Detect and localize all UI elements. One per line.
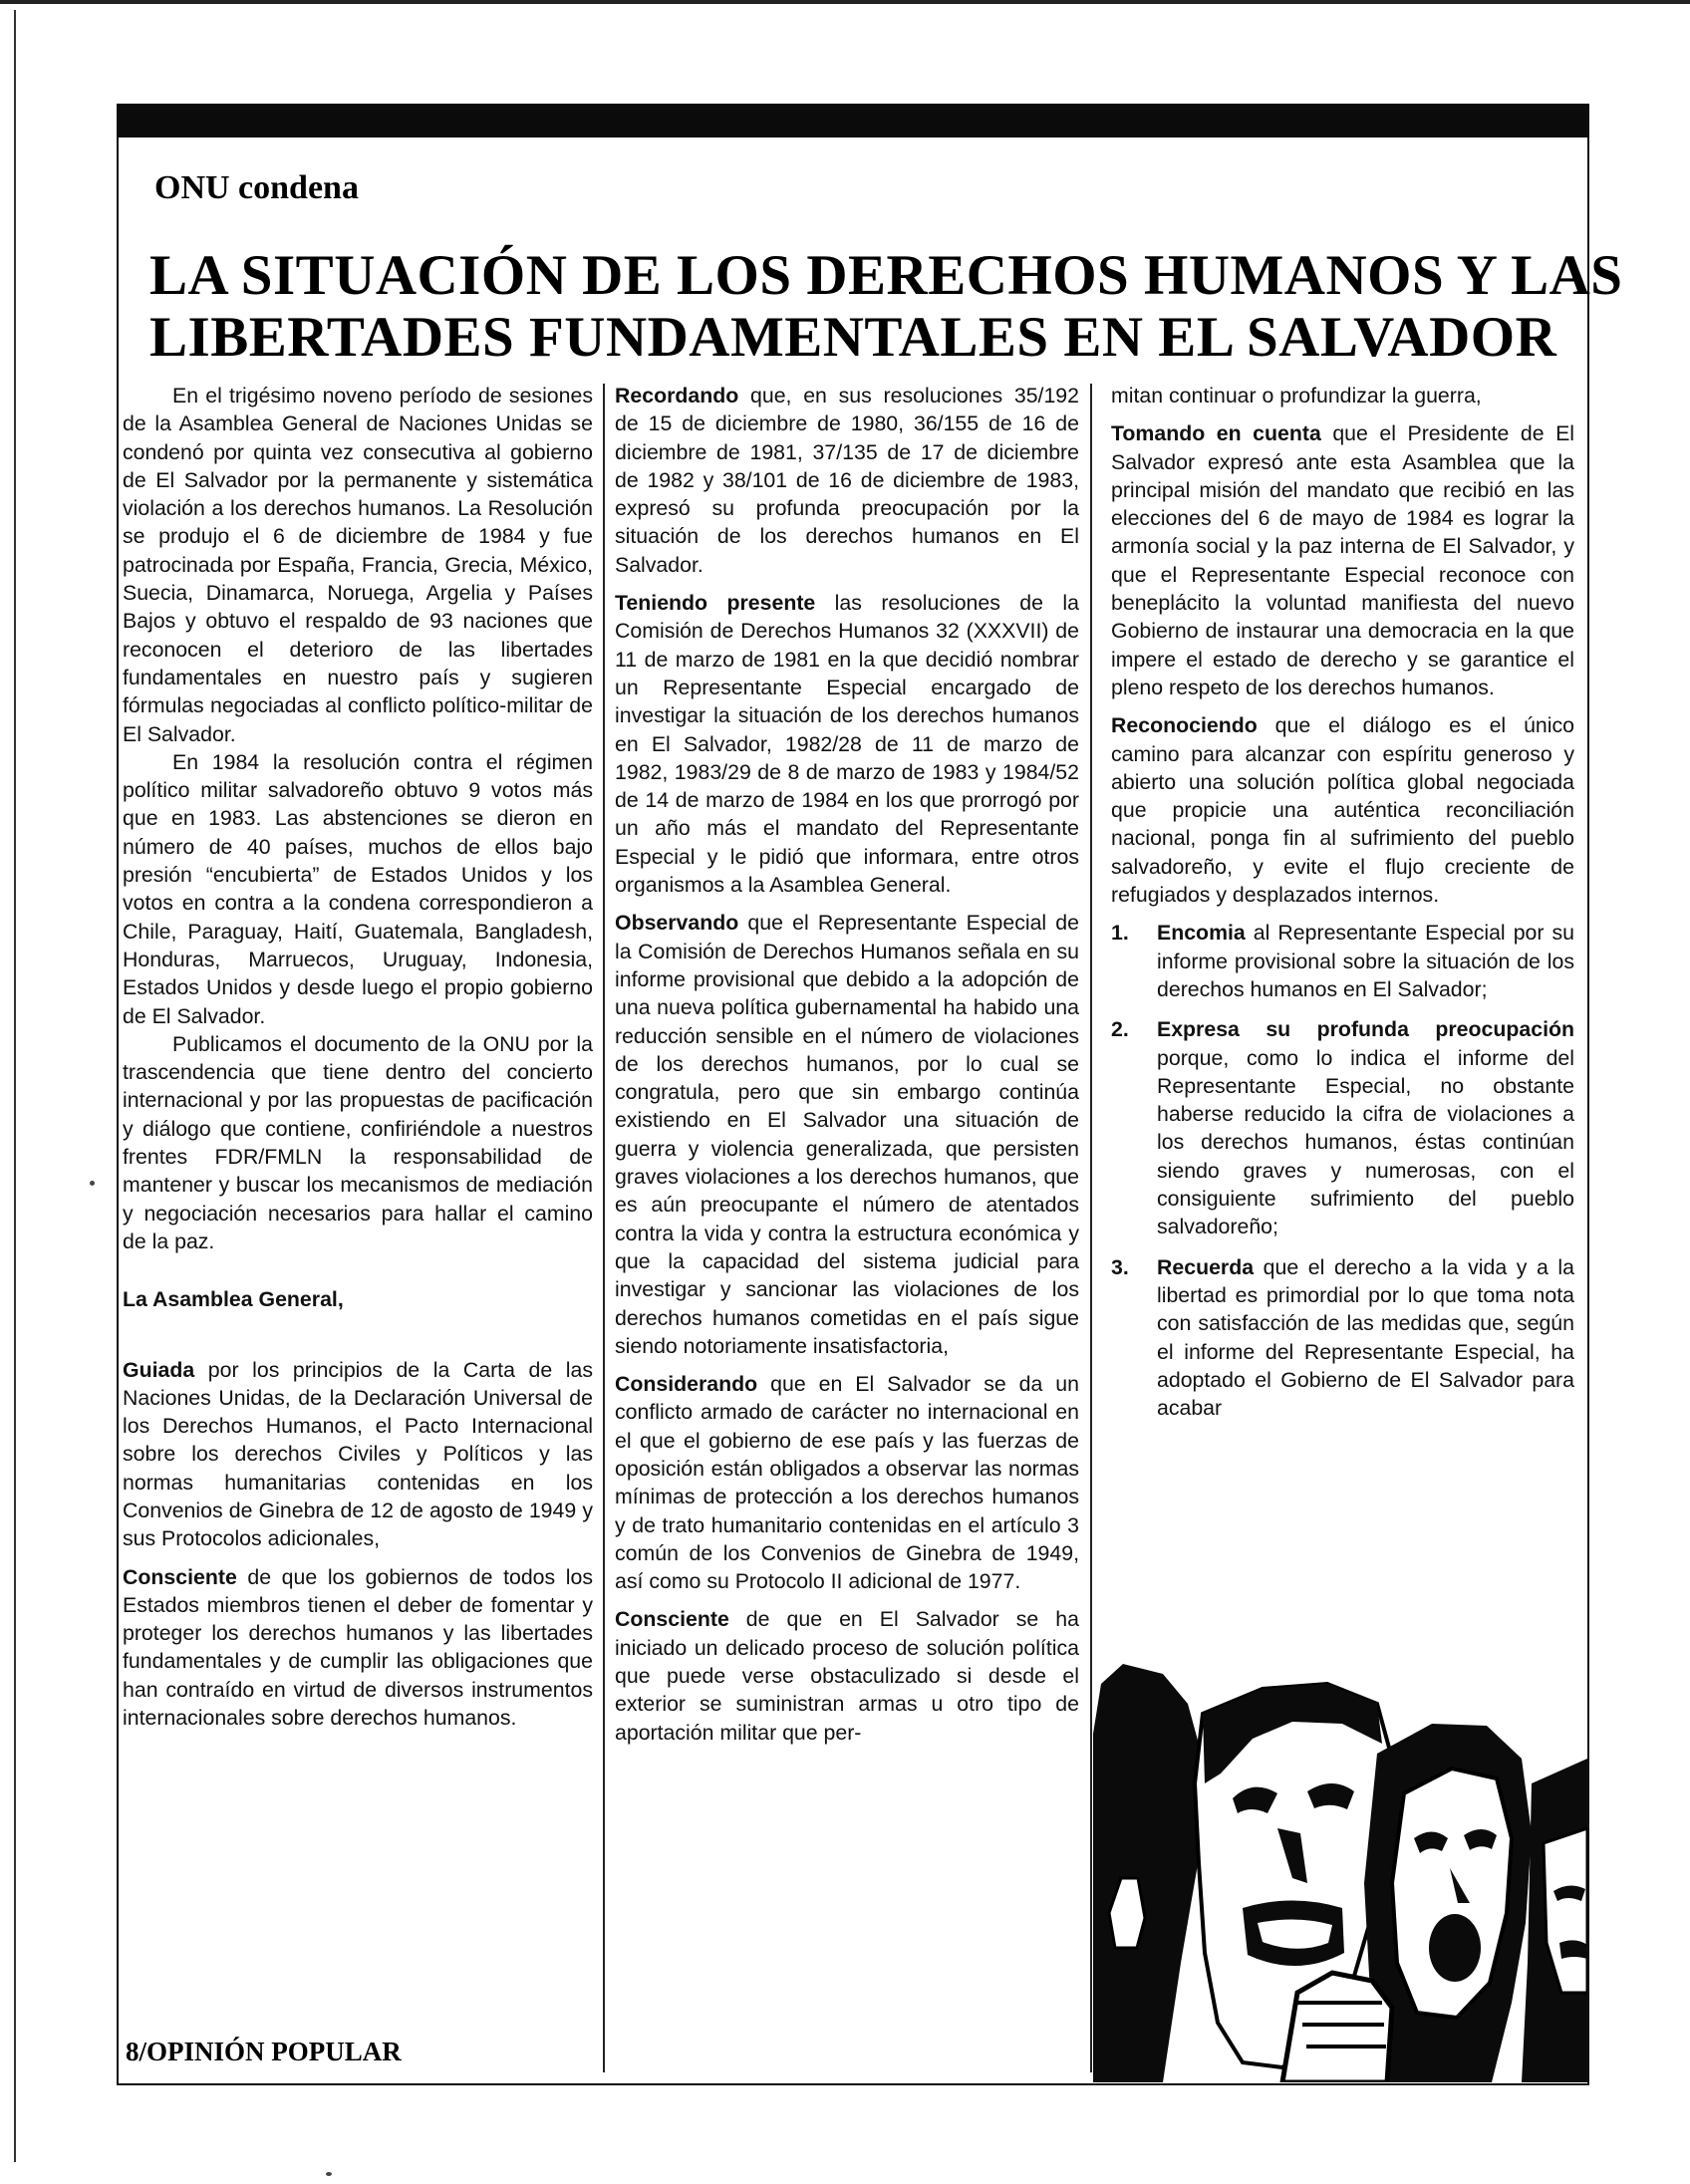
recordando-paragraph: Recordando que, en sus resoluciones 35/192 de 15 de diciembre de 1980, 36/155 de 16 de diciembre de 1981, 37/135 de 17 de diciembre de 1982 y 38/101 de 16 de diciembre de 1983, expresó su profunda preocupación por la situación de los derechos humanos en El Salvador. <box>615 384 1079 577</box>
consciente-2-paragraph: Consciente de que en El Salvador se ha iniciado un delicado proceso de solución política que puede verse obstaculizado si desde el exterior se suministran armas u otro tipo de aportación militar que per- <box>615 1607 1079 1745</box>
intro-paragraph-1: En el trigésimo noveno período de sesiones de la Asamblea General de Naciones Unidas se condenó por quinta vez consecutiva al gobierno de El Salvador por la permanente y sistemática violación a los derechos humanos. La Resolución se produjo el 6 de diciembre de 1984 y fue patrocinada por España, Francia, Grecia, México, Suecia, Dinamarca, Noruega, Argelia y Países Bajos y obtuvo el respaldo de 93 naciones que reconocen el deterioro de las libertades fundamentales en nuestro país y sugieren fórmulas negociadas al conflicto político-militar de El Salvador. <box>123 384 593 746</box>
teniendo-paragraph: Teniendo presente las resoluciones de la Comisión de Derechos Humanos 32 (XXXVII) de 11 de marzo de 1981 en la que decidió nombrar un Representante Especial encargado de investigar la situación de los derechos humanos en El Salvador, 1982/28 de 11 de marzo de 1982, 1983/29 de 8 de marzo de 1983 y 1984/52 de 14 de marzo de 1984 en los que prorrogó por un año más el mandato del Representante Especial y le pidió que informara, entre otros organismos a la Asamblea General. <box>615 591 1079 898</box>
page-footer-label: 8/OPINIÓN POPULAR <box>126 2037 402 2066</box>
guiada-paragraph: Guiada por los principios de la Carta de las Naciones Unidas, de la Declaración Universal de los Derechos Humanos, el Pacto Internacional sobre los derechos Civiles y Políticos y las normas humanitarias contenidas en los Convenios de Ginebra de 12 de agosto de 1949 y sus Protocolos adicionales, <box>123 1357 593 1551</box>
intro-paragraph-2: En 1984 la resolución contra el régimen político militar salvadoreño obtuvo 9 votos más que en 1983. Las abstenciones se dieron en número de 40 países, muchos de ellos bajo presión “encubierta” de Estados Unidos y los votos en contra a la condena correspondieron a Chile, Paraguay, Haití, Guatemala, Bangladesh, Honduras, Marruecos, Uruguay, Indonesia, Estados Unidos y desde luego el propio gobierno de El Salvador. <box>123 749 593 1028</box>
observando-paragraph: Observando que el Representante Especial de la Comisión de Derechos Humanos señala en su informe provisional que debido a la adopción de una nueva política gubernamental ha habido una reducción sensible en el número de violaciones de los derechos humanos, por lo cual se congratula, pero que sin embargo continúa existiendo en El Salvador una situación de guerra y violencia generalizada, que persisten graves violaciones a los derechos humanos, que es aún preocupante el número de atentados contra la vida y contra la estructura económica y que la capacidad del sistema judicial para investigar y sancionar las violaciones de los derechos humanos cometidas en el país sigue siendo notoriamente insatisfactoria, <box>615 911 1079 1358</box>
list-item: 3. Recuerda que el derecho a la vida y a la libertad es primordial por lo que toma nota con satisfacción de las medidas que, según el informe del Representante Especial, ha adoptado el Gobierno de El Salvador para acabar <box>1111 1254 1574 1421</box>
page-title <box>149 244 1623 369</box>
protest-illustration <box>1093 1664 1587 2082</box>
resolution-list <box>1111 919 1574 1422</box>
column-divider-2 <box>1090 384 1092 2072</box>
list-item: 2. Expresa su profunda preocupación porque, como lo indica el informe del Representante Especial, no obstante haberse reducido la cifra de violaciones a los derechos humanos, éstas continúan siendo graves y numerosas, con el consiguiente sufrimiento del pueblo salvadoreño; <box>1111 1017 1574 1239</box>
reconociendo-paragraph: Reconociendo que el diálogo es el único camino para alcanzar con espíritu generoso y abierto una solución política global negociada que propicie una auténtica reconciliación nacional, ponga fin al sufrimiento del pueblo salvadoreño, y evite el flujo creciente de refugiados y desplazados internos. <box>1111 713 1574 908</box>
column-1 <box>123 382 593 1742</box>
considerando-paragraph: Considerando que en El Salvador se da un conflicto armado de carácter no internacional en el que el gobierno de ese país y las fuerzas de oposición están obligados a observar las normas mínimas de protección a los derechos humanos y de trato humanitario contenidas en el artículo 3 común de los Convenios de Ginebra de 1949, así como su Protocolo II adicional de 1977. <box>615 1372 1079 1594</box>
intro-paragraph-3: Publicamos el documento de la ONU por la trascendencia que tiene dentro del concierto internacional y por las propuestas de pacificación y diálogo que contiene, confiriéndole a nuestros frentes FDR/FMLN la responsabilidad de mantener y buscar los mecanismos de mediación y negociación necesarios para hallar el camino de la paz. <box>123 1031 593 1253</box>
print-speck <box>326 2172 332 2176</box>
column-2 <box>615 382 1079 1757</box>
top-rule <box>0 0 1690 4</box>
column-divider-1 <box>603 384 605 2072</box>
tomando-paragraph: Tomando en cuenta que el Presidente de El Salvador expresó ante esta Asamblea que la principal misión del mandato que recibió en las elecciones del 6 de mayo de 1984 es lograr la armonía social y la paz interna de El Salvador, y que el Representante Especial reconoce con beneplácito la voluntad manifiesta del nuevo Gobierno de instaurar una democracia en la que impere el estado de derecho y se garantice el pleno respeto de los derechos humanos. <box>1111 421 1575 699</box>
left-margin-rule <box>14 10 16 2162</box>
continuation-text: mitan continuar o profundizar la guerra, <box>1111 384 1482 408</box>
kicker: ONU condena <box>154 169 359 206</box>
assembly-heading: La Asamblea General, <box>123 1287 344 1312</box>
headline-line-2: LIBERTADES FUNDAMENTALES EN EL SALVADOR <box>149 306 1557 369</box>
consciente-paragraph: Consciente de que los gobiernos de todos los Estados miembros tienen el deber de fomentar y proteger los derechos humanos y las libertades fundamentales y de cumplir las obligaciones que han contraído en virtud de diversos instrumentos internacionales sobre derechos humanos. <box>123 1564 593 1731</box>
list-item: 1. Encomia al Representante Especial por su informe provisional sobre la situación de los derechos humanos en El Salvador; <box>1111 921 1574 1001</box>
headline-line-1: LA SITUACIÓN DE LOS DERECHOS HUMANOS Y LAS <box>149 244 1623 307</box>
column-3 <box>1111 382 1574 1434</box>
print-speck <box>90 1181 95 1186</box>
